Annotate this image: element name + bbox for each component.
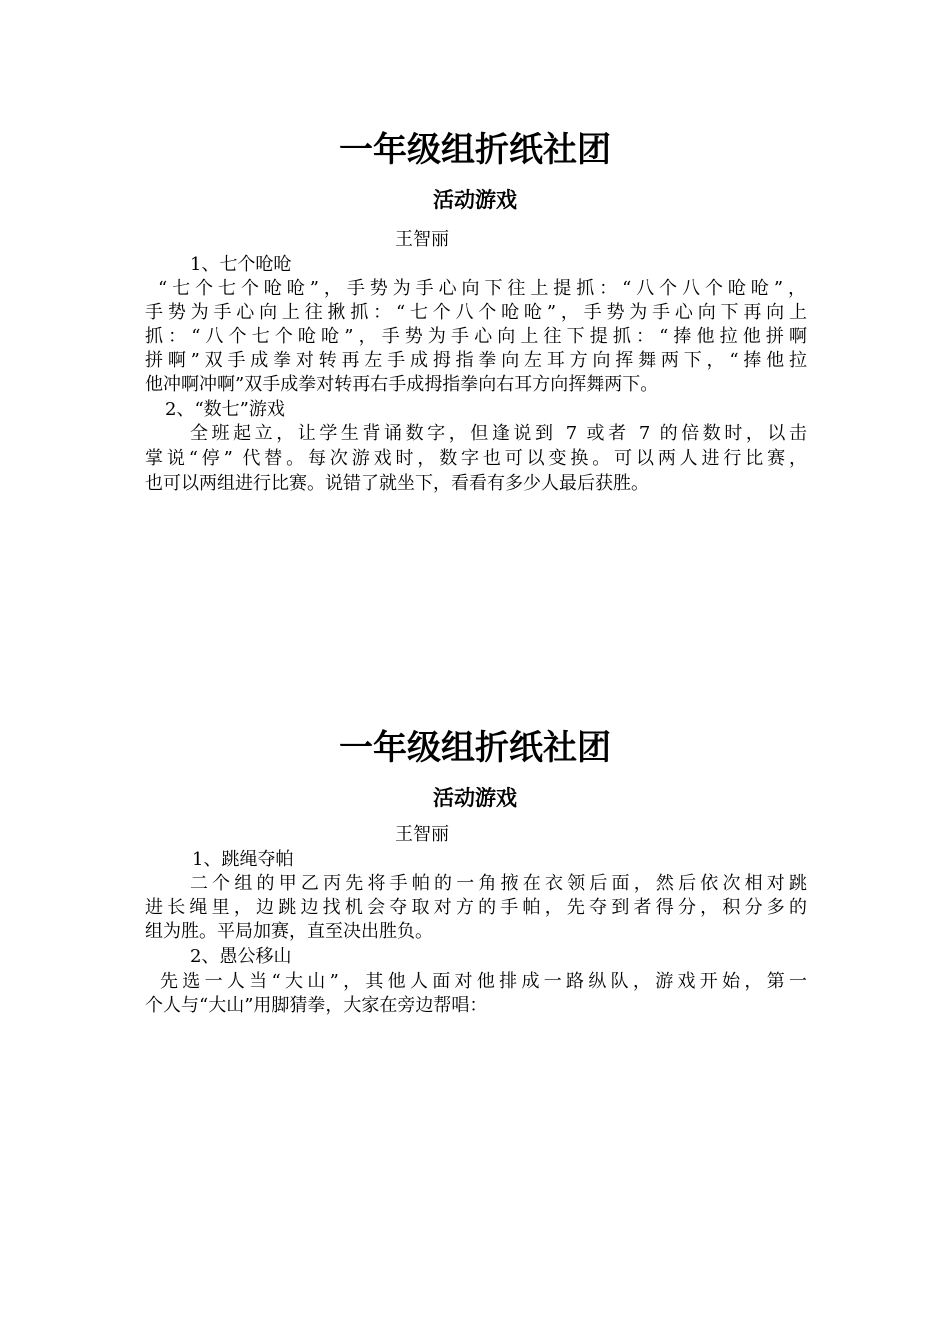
paragraph-line: 他冲啊冲啊”双手成拳对转再右手成拇指拳向右耳方向挥舞两下。 (145, 374, 659, 395)
paragraph-line: 也可以两组进行比赛。说错了就坐下，看看有多少人最后获胜。 (145, 473, 649, 494)
game-heading: 2、愚公移山 (190, 946, 292, 967)
game-heading: 1、跳绳夺帕 (192, 849, 294, 870)
paragraph-line: 个人与“大山”用脚猜拳，大家在旁边帮唱： (145, 995, 488, 1016)
page-subtitle: 活动游戏 (433, 188, 517, 212)
paragraph-line: 拼啊”双手成拳对转再左手成拇指拳向左耳方向挥舞两下，“捧他拉 (145, 350, 807, 371)
page-subtitle: 活动游戏 (433, 786, 517, 810)
paragraph-line: 掌说“停” 代替。每次游戏时，数字也可以变换。可以两人进行比赛， (145, 448, 807, 469)
author-name: 王智丽 (395, 824, 449, 845)
page-title: 一年级组折纸社团 (339, 130, 611, 170)
paragraph-line: 先选一人当“大山”，其他人面对他排成一路纵队，游戏开始，第一 (160, 971, 807, 992)
paragraph-line: 组为胜。平局加赛，直至决出胜负。 (145, 921, 433, 942)
game-heading: 1、七个呛呛 (190, 254, 292, 275)
paragraph-line: 全班起立，让学生背诵数字，但逢说到 7 或者 7 的倍数时，以击 (190, 423, 807, 444)
author-name: 王智丽 (395, 229, 449, 250)
paragraph-line: 抓：“八个七个呛呛”，手势为手心向上往下提抓：“捧他拉他拼啊 (145, 326, 807, 347)
game-heading: 2、“数七”游戏 (165, 399, 285, 420)
paragraph-line: 进长绳里，边跳边找机会夺取对方的手帕，先夺到者得分，积分多的 (145, 897, 807, 918)
paragraph-line: “七个七个呛呛”，手势为手心向下往上提抓：“八个八个呛呛”， (158, 278, 806, 299)
paragraph-line: 二个组的甲乙丙先将手帕的一角掖在衣领后面，然后依次相对跳 (190, 873, 807, 894)
page-title: 一年级组折纸社团 (339, 728, 611, 768)
paragraph-line: 手势为手心向上往揪抓：“七个八个呛呛”，手势为手心向下再向上 (145, 302, 807, 323)
